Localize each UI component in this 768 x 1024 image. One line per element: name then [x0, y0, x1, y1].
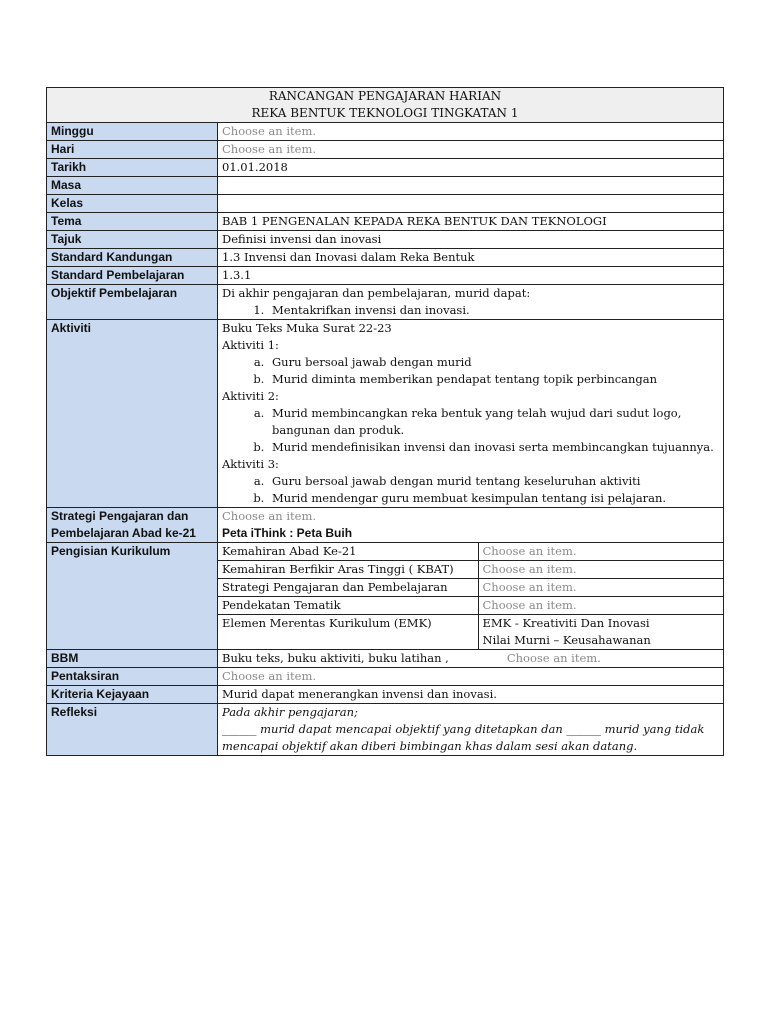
emk-name: Elemen Merentas Kurikulum (EMK) [218, 615, 478, 650]
kurikulum-row [218, 543, 724, 561]
kriteria-value: Murid dapat menerangkan invensi dan inovasi. [222, 687, 497, 701]
bbm-value: Buku teks, buku aktiviti, buku latihan , [222, 651, 449, 665]
label-aktiviti: Aktiviti [47, 320, 218, 508]
masa-field[interactable] [218, 177, 724, 195]
kurikulum-cell [218, 543, 724, 650]
label-pentaksiran: Pentaksiran [47, 668, 218, 686]
list-item: b. Murid mendengar guru membuat kesimpulan tentang isi pelajaran. [268, 490, 719, 507]
kurikulum-item-name: Strategi Pengajaran dan Pembelajaran [218, 579, 478, 597]
kurikulum-row [218, 597, 724, 615]
minggu-value: Choose an item. [222, 124, 316, 138]
refleksi-line-3: mencapai objektif akan diberi bimbingan khas dalam sesi akan datang. [222, 739, 638, 753]
label-tarikh: Tarikh [47, 159, 218, 177]
row-aktiviti [47, 320, 724, 508]
row-bbm [47, 650, 724, 668]
hari-value: Choose an item. [222, 142, 316, 156]
aktiviti-3-list [222, 473, 719, 507]
tema-value: BAB 1 PENGENALAN KEPADA REKA BENTUK DAN TEKNOLOGI [222, 214, 607, 228]
row-standard-pembelajaran [47, 267, 724, 285]
tarikh-value: 01.01.2018 [222, 160, 288, 174]
row-tema [47, 213, 724, 231]
emk-value-2: Nilai Murni – Keusahawanan [482, 633, 651, 647]
objektif-intro: Di akhir pengajaran dan pembelajaran, murid dapat: [222, 286, 531, 300]
label-kurikulum: Pengisian Kurikulum [47, 543, 218, 650]
standard-pembelajaran-value: 1.3.1 [222, 268, 252, 282]
kurikulum-table [218, 543, 724, 649]
row-pentaksiran [47, 668, 724, 686]
title-line-1: RANCANGAN PENGAJARAN HARIAN [268, 89, 502, 103]
tajuk-value: Definisi invensi dan inovasi [222, 232, 382, 246]
row-kriteria [47, 686, 724, 704]
label-kriteria: Kriteria Kejayaan [47, 686, 218, 704]
label-objektif: Objektif Pembelajaran [47, 285, 218, 320]
aktiviti-2-list [222, 405, 719, 456]
label-standard-pembelajaran: Standard Pembelajaran [47, 267, 218, 285]
kriteria-field[interactable] [218, 686, 724, 704]
document-title [47, 88, 724, 123]
row-standard-kandungan [47, 249, 724, 267]
refleksi-line-2: ______ murid dapat mencapai objektif yang ditetapkan dan ______ murid yang tidak [222, 722, 705, 736]
bbm-dropdown[interactable]: Choose an item. [506, 651, 601, 665]
kurikulum-item-dropdown[interactable]: Choose an item. [478, 597, 724, 615]
strategi-dropdown-value[interactable]: Choose an item. [222, 509, 316, 523]
row-kelas [47, 195, 724, 213]
list-item: b. Murid mendefinisikan invensi dan inovasi serta membincangkan tujuannya. [268, 439, 719, 456]
list-item: a. Guru bersoal jawab dengan murid tentang keseluruhan aktiviti [268, 473, 719, 490]
bbm-field[interactable] [218, 650, 724, 668]
aktiviti-1-title: Aktiviti 1: [222, 338, 279, 352]
hari-dropdown[interactable] [218, 141, 724, 159]
kurikulum-row-emk [218, 615, 724, 650]
label-minggu: Minggu [47, 123, 218, 141]
label-standard-kandungan: Standard Kandungan [47, 249, 218, 267]
kurikulum-row [218, 579, 724, 597]
label-strategi-line-2: Pembelajaran Abad ke-21 [51, 526, 196, 540]
list-item: a. Guru bersoal jawab dengan murid [268, 354, 719, 371]
strategi-ithink: Peta iThink : Peta Buih [222, 526, 353, 540]
standard-pembelajaran-field[interactable] [218, 267, 724, 285]
row-strategi [47, 508, 724, 543]
label-tema: Tema [47, 213, 218, 231]
row-tarikh [47, 159, 724, 177]
label-hari: Hari [47, 141, 218, 159]
row-tajuk [47, 231, 724, 249]
kurikulum-row [218, 561, 724, 579]
emk-field[interactable] [478, 615, 724, 650]
standard-kandungan-field[interactable] [218, 249, 724, 267]
tarikh-field[interactable] [218, 159, 724, 177]
tajuk-field[interactable] [218, 231, 724, 249]
row-refleksi [47, 704, 724, 756]
objektif-item: 1. Mentakrifkan invensi dan inovasi. [268, 302, 719, 319]
objektif-list [222, 302, 719, 319]
lesson-plan-sheet [46, 87, 723, 756]
emk-value-1: EMK - Kreativiti Dan Inovasi [482, 616, 650, 630]
list-item: a. Murid membincangkan reka bentuk yang telah wujud dari sudut logo, bangunan dan produk. [268, 405, 719, 439]
objektif-field[interactable] [218, 285, 724, 320]
row-minggu [47, 123, 724, 141]
refleksi-line-1: Pada akhir pengajaran; [222, 705, 358, 719]
pentaksiran-dropdown[interactable] [218, 668, 724, 686]
label-strategi [47, 508, 218, 543]
refleksi-field[interactable] [218, 704, 724, 756]
title-line-2: REKA BENTUK TEKNOLOGI TINGKATAN 1 [251, 106, 519, 120]
label-refleksi: Refleksi [47, 704, 218, 756]
minggu-dropdown[interactable] [218, 123, 724, 141]
aktiviti-book: Buku Teks Muka Surat 22-23 [222, 321, 392, 335]
row-masa [47, 177, 724, 195]
header-row [47, 88, 724, 123]
label-bbm: BBM [47, 650, 218, 668]
strategi-field[interactable] [218, 508, 724, 543]
kurikulum-item-dropdown[interactable]: Choose an item. [478, 543, 724, 561]
kurikulum-item-name: Pendekatan Tematik [218, 597, 478, 615]
kelas-field[interactable] [218, 195, 724, 213]
lesson-plan-table [46, 87, 724, 756]
kurikulum-item-dropdown[interactable]: Choose an item. [478, 579, 724, 597]
row-kurikulum [47, 543, 724, 650]
row-objektif [47, 285, 724, 320]
label-strategi-line-1: Strategi Pengajaran dan [51, 509, 189, 523]
label-masa: Masa [47, 177, 218, 195]
tema-field[interactable] [218, 213, 724, 231]
pentaksiran-value: Choose an item. [222, 669, 316, 683]
label-kelas: Kelas [47, 195, 218, 213]
standard-kandungan-value: 1.3 Invensi dan Inovasi dalam Reka Bentuk [222, 250, 475, 264]
label-tajuk: Tajuk [47, 231, 218, 249]
aktiviti-3-title: Aktiviti 3: [222, 457, 279, 471]
aktiviti-1-list [222, 354, 719, 388]
aktiviti-field[interactable] [218, 320, 724, 508]
kurikulum-item-dropdown[interactable]: Choose an item. [478, 561, 724, 579]
aktiviti-2-title: Aktiviti 2: [222, 389, 279, 403]
list-item: b. Murid diminta memberikan pendapat tentang topik perbincangan [268, 371, 719, 388]
kurikulum-item-name: Kemahiran Abad Ke-21 [218, 543, 478, 561]
row-hari [47, 141, 724, 159]
kurikulum-item-name: Kemahiran Berfikir Aras Tinggi ( KBAT) [218, 561, 478, 579]
